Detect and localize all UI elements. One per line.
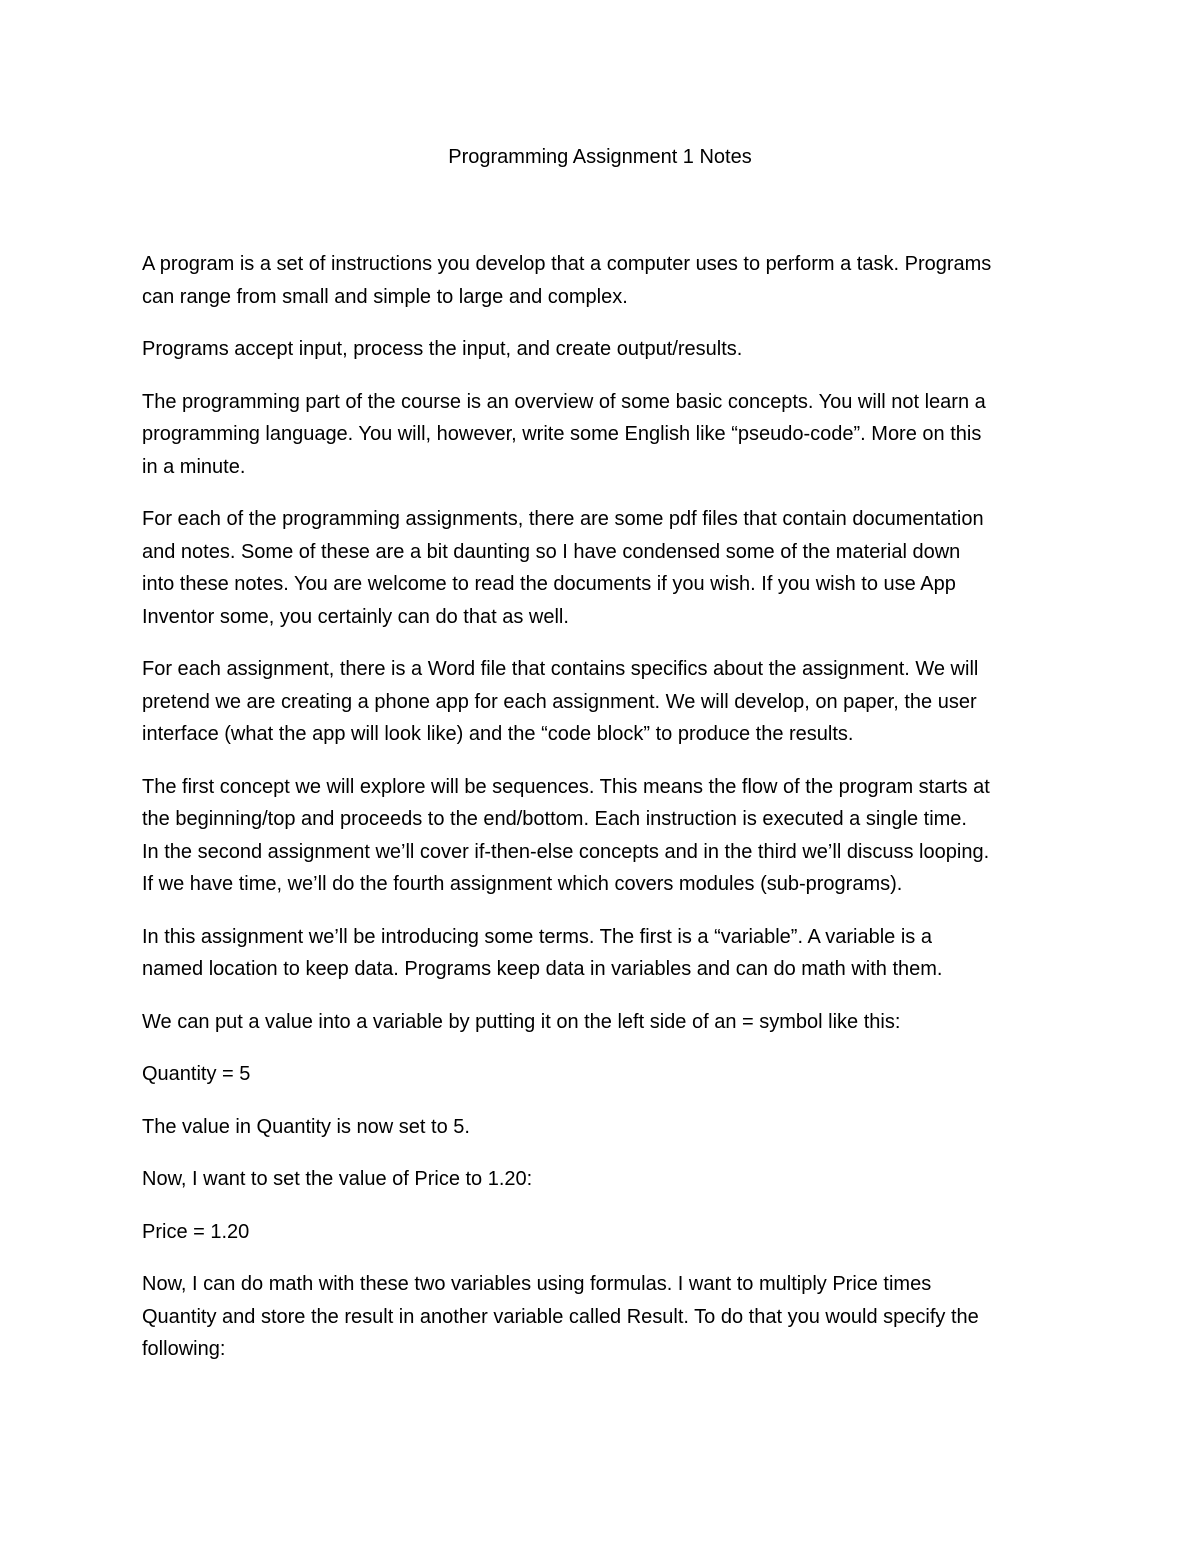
- text-line: in a minute.: [142, 455, 246, 478]
- paragraph: [142, 1216, 1072, 1249]
- paragraph: [142, 921, 1072, 986]
- text-line: can range from small and simple to large and complex.: [142, 285, 628, 308]
- text-line: In this assignment we’ll be introducing some terms. The first is a “variable”. A variable is a: [142, 925, 932, 948]
- paragraph: [142, 1006, 1072, 1039]
- text-line: following:: [142, 1338, 226, 1360]
- text-line: For each assignment, there is a Word file that contains specifics about the assignment. We will: [142, 658, 979, 680]
- text-line: into these notes. You are welcome to read the documents if you wish. If you wish to use App: [142, 573, 956, 595]
- document-title: Programming Assignment 1 Notes: [448, 146, 752, 168]
- document-body: [142, 248, 1072, 1386]
- text-line: The value in Quantity is now set to 5.: [142, 1115, 470, 1138]
- paragraph: [142, 653, 1072, 751]
- paragraph: [142, 1163, 1072, 1196]
- text-line: The programming part of the course is an overview of some basic concepts. You will not learn a: [142, 390, 986, 413]
- text-line: pretend we are creating a phone app for each assignment. We will develop, on paper, the user: [142, 690, 977, 713]
- paragraph: [142, 248, 1072, 313]
- text-line: Quantity = 5: [142, 1063, 251, 1085]
- text-line: For each of the programming assignments, there are some pdf files that contain documentation: [142, 508, 984, 530]
- text-line: Price = 1.20: [142, 1220, 250, 1243]
- paragraph: [142, 1268, 1072, 1366]
- paragraph: [142, 1058, 1072, 1091]
- paragraph: [142, 333, 1072, 366]
- text-line: Inventor some, you certainly can do that as well.: [142, 605, 569, 628]
- paragraph: [142, 1111, 1072, 1144]
- text-line: interface (what the app will look like) and the “code block” to produce the results.: [142, 723, 854, 745]
- text-line: Now, I can do math with these two variables using formulas. I want to multiply Price times: [142, 1273, 932, 1295]
- paragraph: [142, 771, 1072, 901]
- text-line: Programs accept input, process the input, and create output/results.: [142, 338, 743, 360]
- paragraph: [142, 503, 1072, 633]
- text-line: Now, I want to set the value of Price to 1.20:: [142, 1168, 533, 1190]
- text-line: Quantity and store the result in another variable called Result. To do that you would specify the: [142, 1305, 979, 1328]
- text-line: and notes. Some of these are a bit daunting so I have condensed some of the material down: [142, 540, 961, 563]
- text-line: In the second assignment we’ll cover if-then-else concepts and in the third we’ll discuss looping.: [142, 840, 990, 863]
- text-line: We can put a value into a variable by putting it on the left side of an = symbol like this:: [142, 1010, 901, 1033]
- text-line: If we have time, we’ll do the fourth assignment which covers modules (sub-programs).: [142, 873, 903, 895]
- text-line: The first concept we will explore will be sequences. This means the flow of the program starts at: [142, 775, 990, 798]
- text-line: A program is a set of instructions you develop that a computer uses to perform a task. Programs: [142, 253, 992, 275]
- paragraph: [142, 386, 1072, 484]
- text-line: named location to keep data. Programs keep data in variables and can do math with them.: [142, 958, 943, 980]
- text-line: programming language. You will, however, write some English like “pseudo-code”. More on this: [142, 423, 982, 445]
- text-line: the beginning/top and proceeds to the end/bottom. Each instruction is executed a single time.: [142, 808, 967, 830]
